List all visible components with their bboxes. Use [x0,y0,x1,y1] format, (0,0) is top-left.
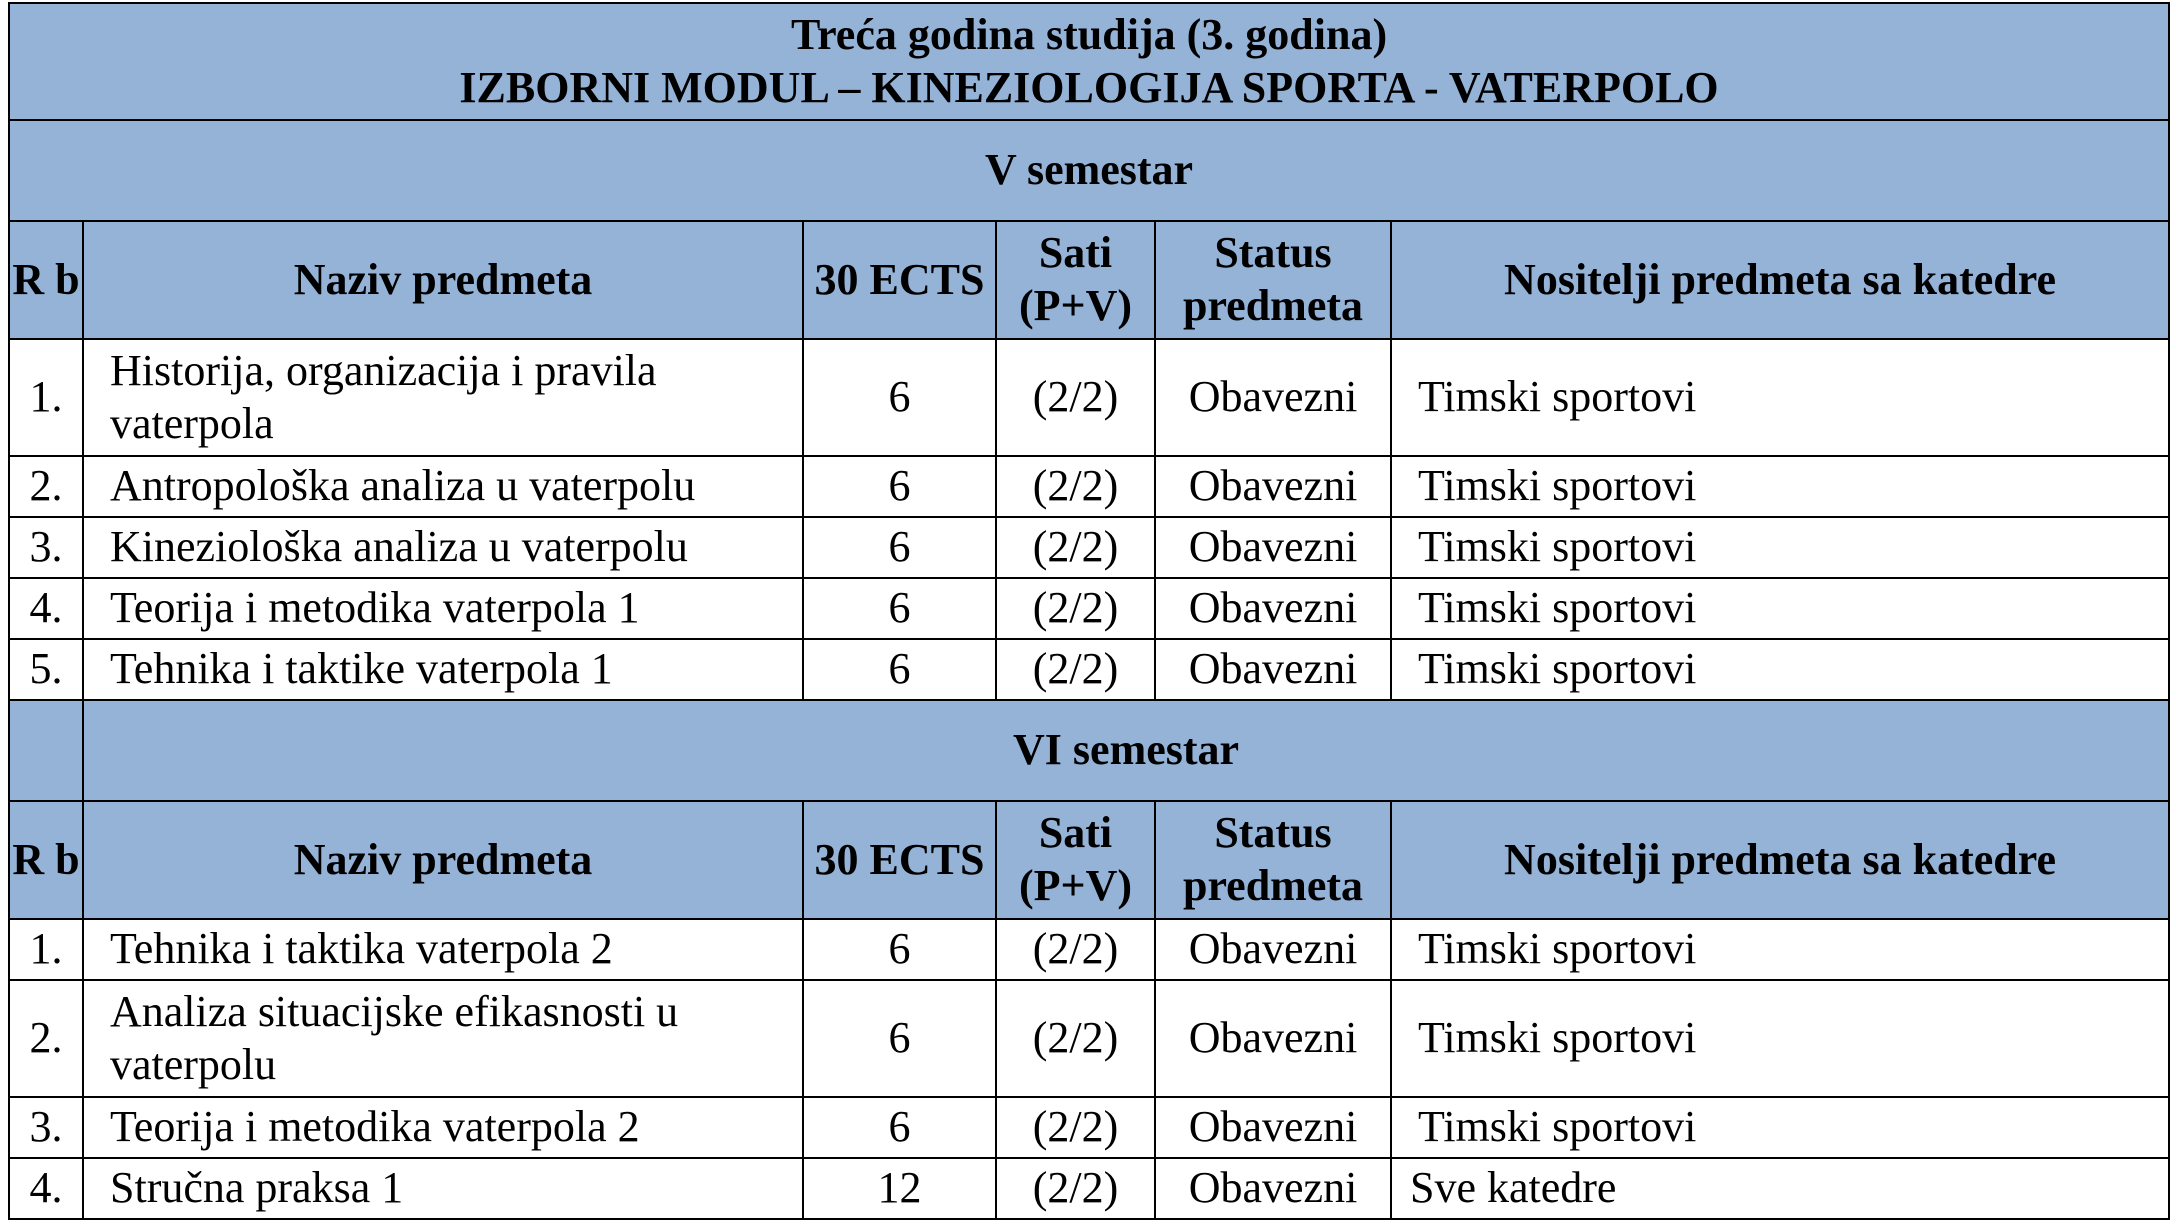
table-row [9,1097,2169,1158]
cell-course-name: Antropološka analiza u vaterpolu [83,456,803,517]
table-row [9,639,2169,700]
col-status-header: Status predmeta [1155,221,1391,339]
table-row [9,919,2169,980]
cell-status: Obavezni [1155,639,1391,700]
semester-v-label: V semestar [9,120,2169,221]
cell-rb: 3. [9,517,83,578]
cell-holders: Timski sportovi [1391,980,2169,1097]
col-name-header: Naziv predmeta [83,801,803,919]
cell-ects: 6 [803,1097,996,1158]
cell-status: Obavezni [1155,1158,1391,1219]
cell-holders: Sve katedre [1391,1158,2169,1219]
cell-ects: 6 [803,456,996,517]
cell-course-name: Tehnika i taktika vaterpola 2 [83,919,803,980]
cell-hours: (2/2) [996,1097,1155,1158]
cell-status: Obavezni [1155,1097,1391,1158]
cell-hours: (2/2) [996,517,1155,578]
cell-holders: Timski sportovi [1391,339,2169,456]
cell-rb: 1. [9,919,83,980]
semester-vi-spacer [9,700,83,801]
cell-holders: Timski sportovi [1391,1097,2169,1158]
cell-rb: 3. [9,1097,83,1158]
cell-hours: (2/2) [996,980,1155,1097]
cell-course-name: Analiza situacijske efikasnosti u vaterpolu [83,980,803,1097]
table-title [9,3,2169,120]
title-line-1: Treća godina studija (3. godina) [790,9,1388,59]
column-header-row [9,801,2169,919]
cell-ects: 6 [803,919,996,980]
table-row [9,1158,2169,1219]
title-row [9,3,2169,120]
cell-ects: 6 [803,517,996,578]
col-rb-header: R b [9,221,83,339]
cell-rb: 2. [9,456,83,517]
cell-course-name: Historija, organizacija i pravila vaterpola [83,339,803,456]
col-hours-header: Sati (P+V) [996,801,1155,919]
cell-holders: Timski sportovi [1391,517,2169,578]
title-line-2: IZBORNI MODUL – KINEZIOLOGIJA SPORTA - VATERPOLO [459,62,1719,112]
col-holders-header: Nositelji predmeta sa katedre [1391,221,2169,339]
curriculum-table [8,2,2170,1220]
cell-ects: 6 [803,578,996,639]
col-ects-header: 30 ECTS [803,221,996,339]
col-rb-header: R b [9,801,83,919]
cell-hours: (2/2) [996,339,1155,456]
cell-hours: (2/2) [996,578,1155,639]
col-holders-header: Nositelji predmeta sa katedre [1391,801,2169,919]
cell-ects: 6 [803,339,996,456]
table-row [9,339,2169,456]
cell-hours: (2/2) [996,639,1155,700]
table-row [9,980,2169,1097]
cell-holders: Timski sportovi [1391,456,2169,517]
cell-holders: Timski sportovi [1391,639,2169,700]
semester-vi-label: VI semestar [83,700,2169,801]
cell-holders: Timski sportovi [1391,919,2169,980]
cell-ects: 6 [803,980,996,1097]
cell-course-name: Tehnika i taktike vaterpola 1 [83,639,803,700]
cell-course-name: Kineziološka analiza u vaterpolu [83,517,803,578]
cell-rb: 4. [9,1158,83,1219]
cell-status: Obavezni [1155,456,1391,517]
cell-course-name: Stručna praksa 1 [83,1158,803,1219]
col-status-header: Status predmeta [1155,801,1391,919]
column-header-row [9,221,2169,339]
table-row [9,578,2169,639]
col-name-header: Naziv predmeta [83,221,803,339]
col-ects-header: 30 ECTS [803,801,996,919]
cell-hours: (2/2) [996,456,1155,517]
cell-rb: 5. [9,639,83,700]
cell-hours: (2/2) [996,1158,1155,1219]
table-row [9,517,2169,578]
cell-status: Obavezni [1155,339,1391,456]
col-hours-header: Sati (P+V) [996,221,1155,339]
semester-vi-row [9,700,2169,801]
cell-ects: 12 [803,1158,996,1219]
cell-rb: 4. [9,578,83,639]
cell-status: Obavezni [1155,919,1391,980]
cell-holders: Timski sportovi [1391,578,2169,639]
cell-course-name: Teorija i metodika vaterpola 2 [83,1097,803,1158]
cell-hours: (2/2) [996,919,1155,980]
cell-status: Obavezni [1155,517,1391,578]
table-row [9,456,2169,517]
cell-course-name: Teorija i metodika vaterpola 1 [83,578,803,639]
cell-ects: 6 [803,639,996,700]
cell-status: Obavezni [1155,578,1391,639]
semester-v-row [9,120,2169,221]
cell-rb: 2. [9,980,83,1097]
cell-status: Obavezni [1155,980,1391,1097]
cell-rb: 1. [9,339,83,456]
